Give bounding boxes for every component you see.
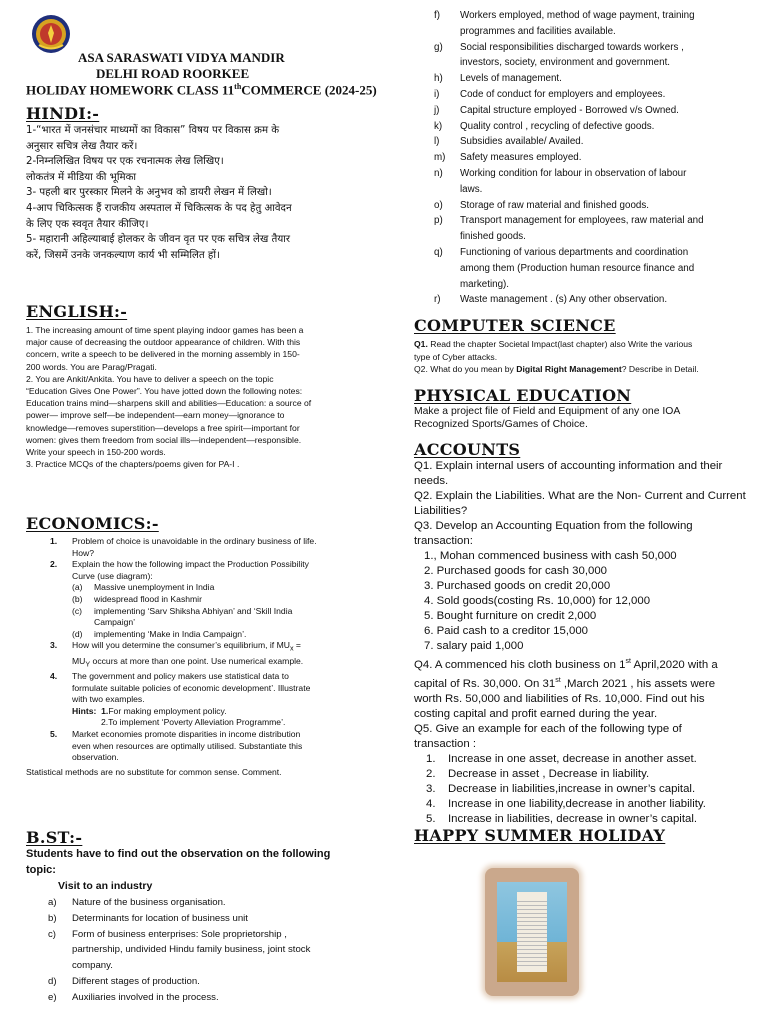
acc-q5-item xyxy=(414,752,760,767)
computer-science-heading: COMPUTER SCIENCE xyxy=(414,316,616,335)
bst-list-item xyxy=(414,71,760,87)
pe-line-2: Recognized Sports/Games of Choice. xyxy=(414,419,588,430)
bst-heading: B.ST:- xyxy=(26,828,83,847)
bst-list-item xyxy=(414,150,760,166)
english-line: Education trains mind—sharpens skill and abilities—Education: a source of xyxy=(26,398,312,409)
hindi-line: 2-निम्नलिखित विषय पर एक रचनात्मक लेख लिखिए। xyxy=(26,156,224,168)
acc-q5-item xyxy=(414,767,760,782)
acc-q5-marker: 2. xyxy=(426,767,436,780)
bst-list-item xyxy=(26,974,370,990)
bst-list-item xyxy=(414,292,760,308)
bst-item-marker: k) xyxy=(434,120,443,132)
acc-q5-item xyxy=(414,797,760,812)
acc-q5-list xyxy=(414,752,760,827)
bst-list-item xyxy=(414,198,760,214)
acc-transaction: 3. Purchased goods on credit 20,000 xyxy=(424,580,611,592)
acc-question-1: Q1. Explain internal users of accounting information and their needs. xyxy=(414,460,723,487)
bst-list-item xyxy=(26,895,370,911)
bst-list-item xyxy=(414,40,760,72)
bst-item-text: Transport management for employees, raw material and xyxy=(460,215,704,227)
eco-q4-hint-1: Hints: 1.For making employment policy. xyxy=(72,705,227,716)
bst-item-marker: o) xyxy=(434,199,443,211)
bst-list-item xyxy=(414,166,760,198)
acc-transaction: 2. Purchased goods for cash 30,000 xyxy=(424,565,608,577)
eco-question-3: 3. How will you determine the consumer’s equilibrium, if $MU_x$ = $MU_Y$ occurs at more than one point. Use numerical example. xyxy=(50,640,304,669)
english-line: major cause of decreasing the outdoor appearance of children. With this xyxy=(26,337,301,348)
holiday-card-graphic xyxy=(517,892,547,972)
bst-intro: Students have to find out the observation on the following topic: xyxy=(26,848,331,876)
bst-list-item xyxy=(414,213,760,245)
bst-item-marker: p) xyxy=(434,215,443,227)
bst-item-text: among them (Production human resource finance and xyxy=(460,262,695,274)
bst-item-marker: i) xyxy=(434,88,440,100)
eco-q2-sub-a: (a) Massive unemployment in India xyxy=(72,582,215,593)
hindi-line: अनुसार सचित्र लेख तैयार करें। xyxy=(26,140,138,152)
bst-item-marker: b) xyxy=(48,912,57,924)
bst-item-text: Levels of management. xyxy=(460,73,562,85)
bst-item-marker: g) xyxy=(434,41,443,53)
acc-q5-marker: 3. xyxy=(426,782,436,795)
acc-question-4: Q4. A commenced his cloth business on 1st April,2020 with a capital of Rs. 30,000. On 31st ,March 2021 , his assets were worth Rs. 50,000 and liabilities of Rs. 10,000. Find out his costing capital and profit earned during the year. xyxy=(414,658,718,720)
bst-item-text: programmes and facilities available. xyxy=(460,25,616,37)
bst-item-text: Functioning of various departments and coordination xyxy=(460,246,689,258)
physical-education-heading: PHYSICAL EDUCATION xyxy=(414,386,632,405)
bst-list-item xyxy=(26,927,370,974)
bst-item-marker: a) xyxy=(48,897,57,908)
economics-heading: ECONOMICS:- xyxy=(26,514,159,533)
bst-item-text: Determinants for location of business unit xyxy=(72,912,248,924)
bst-item-text: Form of business enterprises: Sole proprietorship , xyxy=(72,928,287,940)
bst-item-text: Nature of the business organisation. xyxy=(72,897,226,908)
english-line: 1. The increasing amount of time spent playing indoor games has been a xyxy=(26,325,304,335)
bst-list-item xyxy=(414,103,760,119)
bst-item-marker: r) xyxy=(434,294,441,306)
bst-list-item xyxy=(414,134,760,150)
bst-item-marker: f) xyxy=(434,10,440,21)
hindi-line: 4-आप चिकित्सक हैं राजकीय अस्पताल में चिकित्सक के पद हेतु आवेदन xyxy=(26,202,292,214)
acc-q5-text: Increase in liabilities, decrease in owner’s capital. xyxy=(448,812,698,825)
acc-question-3: Q3. Develop an Accounting Equation from the following transaction: xyxy=(414,520,693,547)
bst-item-marker: n) xyxy=(434,167,443,179)
cs-question-1: Q1. Read the chapter Societal Impact(last chapter) also Write the various xyxy=(414,339,693,349)
acc-q5-text: Decrease in asset , Decrease in liability. xyxy=(448,767,650,780)
english-line: concern, write a speech to be delivered in the morning assembly in 150- xyxy=(26,349,300,360)
bst-item-text: Workers employed, method of wage payment, training xyxy=(460,10,695,21)
school-city: DELHI ROAD ROORKEE xyxy=(96,66,250,81)
acc-q5-text: Increase in one asset, decrease in another asset. xyxy=(448,752,697,765)
homework-title: HOLIDAY HOMEWORK CLASS 11thCOMMERCE (2024-25) xyxy=(26,82,377,98)
bst-item-marker: d) xyxy=(48,975,57,987)
bst-item-text: Capital structure employed - Borrowed v/s Owned. xyxy=(460,104,679,116)
hindi-line: 5- महारानी अहिल्याबाई होलकर के जीवन वृत पर एक सचित्र लेख तैयार xyxy=(26,234,291,246)
bst-item-text: finished goods. xyxy=(460,231,526,243)
bst-list-item xyxy=(26,990,370,1006)
bst-list-item xyxy=(414,87,760,103)
acc-transaction: 4. Sold goods(costing Rs. 10,000) for 12,000 xyxy=(424,595,651,607)
eco-q2-sub-c: (c) implementing ‘Sarv Shiksha Abhiyan’ and ‘Skill India Campaign’ xyxy=(72,605,293,628)
physical-education-section xyxy=(414,386,760,431)
bst-item-marker: e) xyxy=(48,991,57,1003)
acc-question-2: Q2. Explain the Liabilities. What are the Non- Current and Current Liabilities? xyxy=(414,490,746,517)
acc-q5-marker: 1. xyxy=(426,752,436,765)
eco-q2-sub-d: (d) implementing ‘Make in India Campaign’. xyxy=(72,628,247,639)
hindi-line: के लिए एक स्ववृत तैयार कीजिए। xyxy=(26,218,149,230)
bst-list-item xyxy=(414,8,760,40)
hindi-lines xyxy=(26,123,370,263)
eco-question-2: 2. Explain the how the following impact the Production Possibility Curve (use diagram): xyxy=(50,559,309,581)
bst-item-text: Social responsibilities discharged towards workers , xyxy=(460,41,684,53)
bst-item-text: Quality control , recycling of defective goods. xyxy=(460,120,655,132)
acc-q5-marker: 4. xyxy=(426,797,436,810)
bst-item-text: Waste management . (s) Any other observation. xyxy=(460,294,668,306)
acc-q5-text: Decrease in liabilities,increase in owner’s capital. xyxy=(448,782,696,795)
acc-question-5: Q5. Give an example for each of the following type of transaction : xyxy=(414,722,682,750)
bst-visit-title: Visit to an industry xyxy=(58,880,153,892)
bst-item-marker: h) xyxy=(434,73,443,85)
acc-transaction: 7. salary paid 1,000 xyxy=(424,640,524,652)
pe-line-1: Make a project file of Field and Equipment of any one IOA xyxy=(414,406,681,417)
computer-science-section xyxy=(414,316,760,376)
bst-item-text: laws. xyxy=(460,183,483,195)
english-line: women: gives them freedom from social ills—independent—responsible. xyxy=(26,434,302,445)
bst-item-marker: j) xyxy=(434,104,440,116)
acc-q5-item xyxy=(414,812,760,827)
bst-item-text: Different stages of production. xyxy=(72,975,200,987)
bst-item-marker: c) xyxy=(48,928,56,940)
eco-q4-hint-2: 2.To implement ‘Poverty Alleviation Programme’. xyxy=(101,717,286,728)
hindi-line: 1-“भारत में जनसंचार माध्यमों का विकास” विषय पर विकास क्रम के xyxy=(26,125,280,136)
bst-item-text: Code of conduct for employers and employees. xyxy=(460,88,666,100)
acc-transaction: 6. Paid cash to a creditor 15,000 xyxy=(424,625,589,637)
bst-list-left xyxy=(26,895,370,1006)
eco-closing-question: Statistical methods are no substitute for common sense. Comment. xyxy=(26,766,282,777)
eco-question-5: 5. Market economies promote disparities in income distribution even when resources are optimally utilised. Substantiate this observation. xyxy=(50,728,303,763)
acc-transaction: 5. Bought furniture on credit 2,000 xyxy=(424,610,597,622)
hindi-line: करें, जिसमें उनके जनकल्याण कार्य भी सम्मिलित हों। xyxy=(26,249,220,261)
cs-question-1-cont: type of Cyber attacks. xyxy=(414,351,498,362)
happy-summer-holiday-heading: HAPPY SUMMER HOLIDAY xyxy=(414,826,666,845)
english-line: 2. You are Ankit/Ankita. You have to deliver a speech on the topic xyxy=(26,373,274,384)
english-line: power— improve self—be independent—earn money—ignorance to xyxy=(26,410,285,421)
bst-item-text: Auxiliaries involved in the process. xyxy=(72,991,219,1003)
bst-item-text: Working condition for labour in observation of labour xyxy=(460,167,687,179)
english-line: Write your speech in 150-200 words. xyxy=(26,447,166,458)
bst-list-item xyxy=(414,119,760,135)
english-line: 3. Practice MCQs of the chapters/poems given for PA-I . xyxy=(26,459,240,470)
eco-question-1: 1. Problem of choice is unavoidable in the ordinary business of life. How? xyxy=(50,536,317,558)
bst-section xyxy=(26,828,370,1006)
cs-question-2: Q2. What do you mean by Digital Right Management? Describe in Detail. xyxy=(414,364,699,374)
english-line: “Education Gives One Power”. You have jotted down the following notes: xyxy=(26,386,303,397)
bst-item-text: Subsidies available/ Availed. xyxy=(460,136,584,148)
acc-q5-item xyxy=(414,782,760,797)
english-section xyxy=(26,302,370,470)
acc-q3-transactions xyxy=(414,549,760,654)
hindi-heading: HINDI:- xyxy=(26,104,100,123)
acc-transaction: 1., Mohan commenced business with cash 50,000 xyxy=(424,550,677,562)
bst-list-item xyxy=(414,245,760,292)
bst-item-text: partnership, undivided Hindu family business, joint stock xyxy=(72,944,311,956)
bst-item-marker: m) xyxy=(434,152,446,164)
english-heading: ENGLISH:- xyxy=(26,302,128,321)
eco-question-4: 4. The government and policy makers use statistical data to formulate suitable policies of economic development’. Illustrate with two examples. xyxy=(50,670,311,705)
bst-item-marker: l) xyxy=(434,136,440,148)
english-line: 200 words. You are Parag/Pragati. xyxy=(26,361,157,372)
summer-holiday-image xyxy=(485,868,579,996)
bst-list-item xyxy=(26,911,370,927)
hindi-line: लोकतंत्र में मीडिया की भूमिका xyxy=(26,171,137,183)
acc-q5-marker: 5. xyxy=(426,812,436,825)
economics-section xyxy=(26,514,370,778)
hindi-section xyxy=(26,104,370,263)
accounts-heading: ACCOUNTS xyxy=(414,440,521,459)
bst-list-right xyxy=(414,8,760,308)
bst-item-text: Safety measures employed. xyxy=(460,152,582,164)
eco-q2-sub-b: (b) widespread flood in Kashmir xyxy=(72,593,202,604)
english-line: knowledge—removes superstition—develops a free spirit—important for xyxy=(26,422,300,433)
acc-q5-text: Increase in one liability,decrease in another liability. xyxy=(448,797,706,810)
bst-item-text: Storage of raw material and finished goods. xyxy=(460,199,649,211)
accounts-section xyxy=(414,440,760,827)
bst-item-text: company. xyxy=(72,960,113,972)
bst-item-text: marketing). xyxy=(460,278,509,290)
school-name: ASA SARASWATI VIDYA MANDIR xyxy=(78,50,285,65)
bst-item-marker: q) xyxy=(434,246,443,258)
bst-item-text: investors, society, environment and government. xyxy=(460,57,671,69)
school-emblem-logo xyxy=(31,14,71,54)
english-lines xyxy=(26,324,370,470)
hindi-line: 3- पहली बार पुरस्कार मिलने के अनुभव को डायरी लेखन में लिखो। xyxy=(26,187,272,199)
